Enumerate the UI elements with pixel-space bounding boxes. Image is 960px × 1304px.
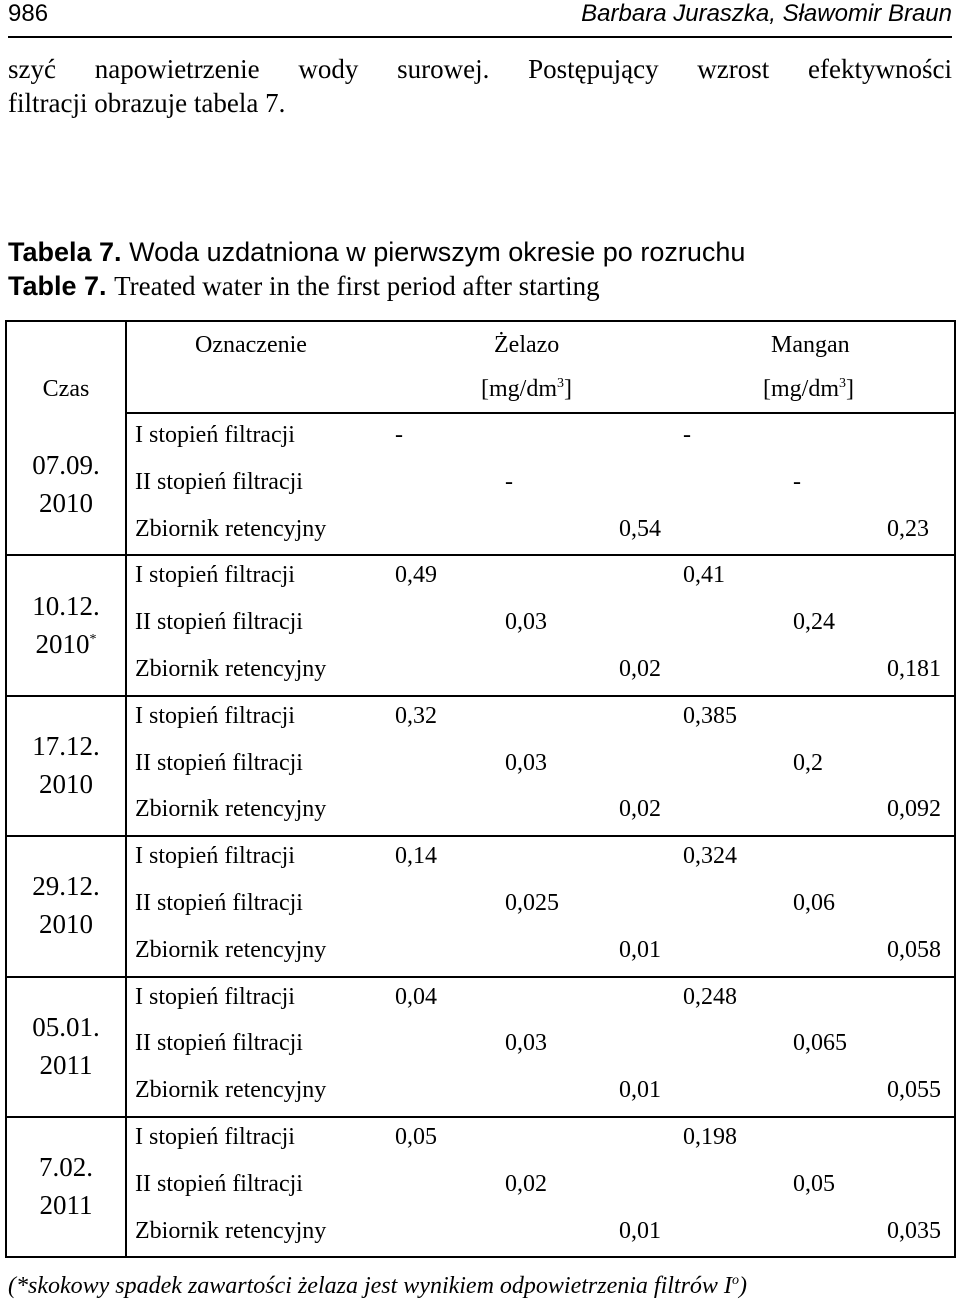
iron-value: 0,03: [505, 749, 547, 776]
row-label: I stopień filtracji: [135, 702, 295, 729]
iron-value: 0,54: [619, 515, 661, 542]
group-rule: [7, 976, 954, 978]
manganese-value: 0,248: [683, 983, 737, 1010]
running-authors: Barbara Juraszka, Sławomir Braun: [581, 0, 952, 27]
caption-text-pl: Woda uzdatniona w pierwszym okresie po rozruchu: [129, 237, 746, 267]
date-footnote-marker: *: [89, 631, 97, 647]
iron-value: -: [395, 422, 403, 448]
manganese-value: 0,065: [793, 1030, 847, 1057]
manganese-value: 0,035: [887, 1217, 941, 1244]
date-year: [7, 625, 125, 663]
row-label: II stopień filtracji: [135, 1030, 303, 1057]
row-label: I stopień filtracji: [135, 1124, 295, 1150]
date-year-text: 2010: [39, 909, 93, 940]
iron-value: 0,02: [619, 656, 661, 682]
manganese-value: 0,06: [793, 890, 835, 916]
header-unit-mangan: [763, 376, 854, 403]
manganese-value: 0,058: [887, 936, 941, 963]
row-label: II stopień filtracji: [135, 890, 303, 916]
row-label: I stopień filtracji: [135, 843, 295, 870]
manganese-value: 0,092: [887, 796, 941, 823]
row-label: Zbiornik retencyjny: [135, 1077, 327, 1104]
unit-end: ]: [846, 376, 854, 402]
date-year-text: 2010: [39, 488, 93, 519]
iron-value: 0,01: [619, 1217, 661, 1244]
date-year: [7, 484, 125, 522]
group-rule: [7, 835, 954, 837]
row-label: II stopień filtracji: [135, 1170, 303, 1197]
date-cell: [7, 727, 125, 803]
date-day-month: 05.01.: [32, 1011, 100, 1042]
body-paragraph: [8, 52, 952, 120]
unit-exponent: 3: [557, 376, 564, 391]
manganese-value: 0,05: [793, 1170, 835, 1197]
manganese-value: 0,324: [683, 843, 737, 870]
row-label: I stopień filtracji: [135, 983, 295, 1010]
date-day-month: 7.02.: [39, 1152, 93, 1183]
row-label: Zbiornik retencyjny: [135, 1217, 327, 1244]
iron-value: 0,04: [395, 983, 437, 1010]
footnote-sup: o: [731, 1273, 739, 1288]
date-day-month: 07.09.: [32, 450, 100, 481]
header-czas: Czas: [42, 376, 90, 402]
manganese-value: 0,41: [683, 562, 725, 589]
caption-text-en: Treated water in the first period after starting: [114, 271, 600, 301]
iron-value: 0,02: [619, 796, 661, 823]
manganese-value: 0,24: [793, 609, 835, 636]
iron-value: 0,025: [505, 890, 559, 916]
row-label: II stopień filtracji: [135, 749, 303, 776]
iron-value: 0,32: [395, 702, 437, 729]
iron-value: 0,03: [505, 609, 547, 636]
footnote-text: (*skokowy spadek zawartości żelaza jest wynikiem odpowietrzenia filtrów I: [8, 1273, 732, 1299]
manganese-value: 0,055: [887, 1077, 941, 1104]
row-label: I stopień filtracji: [135, 422, 295, 448]
table-caption-en: [8, 270, 600, 302]
iron-value: 0,01: [619, 1077, 661, 1104]
date-year: [7, 905, 125, 943]
header-unit-zelazo: [481, 376, 572, 403]
date-cell: [7, 446, 125, 522]
row-label: II stopień filtracji: [135, 468, 303, 495]
date-year: [7, 1046, 125, 1084]
caption-label-pl: Tabela 7.: [8, 237, 122, 267]
iron-value: -: [505, 468, 513, 495]
manganese-value: 0,385: [683, 702, 737, 729]
date-day-month: 10.12.: [32, 590, 100, 621]
iron-value: 0,01: [619, 936, 661, 963]
header-mangan: Mangan: [771, 332, 850, 358]
unit-base: [mg/dm: [481, 376, 557, 402]
manganese-value: -: [793, 468, 801, 495]
manganese-value: 0,181: [887, 656, 941, 682]
date-cell: [7, 587, 125, 663]
row-label: Zbiornik retencyjny: [135, 796, 327, 823]
header-zelazo: Żelazo: [494, 332, 560, 358]
date-day-month: 17.12.: [32, 731, 100, 761]
date-year-text: 2010: [39, 769, 93, 799]
group-rule: [7, 554, 954, 556]
group-rule: [7, 695, 954, 697]
manganese-value: 0,2: [793, 749, 823, 776]
unit-exponent: 3: [839, 376, 846, 391]
iron-value: 0,05: [395, 1124, 437, 1150]
iron-value: 0,02: [505, 1170, 547, 1197]
row-label: I stopień filtracji: [135, 562, 295, 589]
header-oznaczenie: Oznaczenie: [195, 332, 307, 358]
table-footnote: [8, 1273, 747, 1300]
date-cell: [7, 1008, 125, 1084]
manganese-value: -: [683, 422, 691, 448]
date-cell: [7, 867, 125, 943]
date-year-text: 2011: [39, 1190, 93, 1221]
paragraph-line-2: filtracji obrazuje tabela 7.: [8, 88, 286, 118]
date-cell: [7, 1148, 125, 1224]
row-label: Zbiornik retencyjny: [135, 936, 327, 963]
date-year: [7, 765, 125, 803]
paragraph-line-1: szyć napowietrzenie wody surowej. Postępujący wzrost efektywności: [8, 54, 952, 84]
row-label: II stopień filtracji: [135, 609, 303, 636]
date-year-text: 2011: [39, 1049, 93, 1080]
date-year-text: 2010: [35, 628, 90, 659]
manganese-value: 0,23: [887, 515, 929, 542]
caption-label-en: Table 7.: [8, 271, 107, 301]
date-day-month: 29.12.: [32, 871, 100, 902]
unit-base: [mg/dm: [763, 376, 839, 402]
data-table: [5, 320, 956, 1258]
iron-value: 0,49: [395, 562, 437, 589]
page-number: 986: [8, 0, 49, 27]
date-year: [7, 1186, 125, 1224]
group-rule: [7, 1116, 954, 1118]
header-rule: [125, 412, 954, 414]
footnote-end: ): [738, 1273, 747, 1299]
page-header: [8, 0, 952, 38]
row-label: Zbiornik retencyjny: [135, 515, 327, 542]
iron-value: 0,14: [395, 843, 437, 870]
table-caption-pl: [8, 236, 745, 268]
row-label: Zbiornik retencyjny: [135, 656, 327, 682]
manganese-value: 0,198: [683, 1124, 737, 1150]
unit-end: ]: [564, 376, 572, 402]
iron-value: 0,03: [505, 1030, 547, 1057]
